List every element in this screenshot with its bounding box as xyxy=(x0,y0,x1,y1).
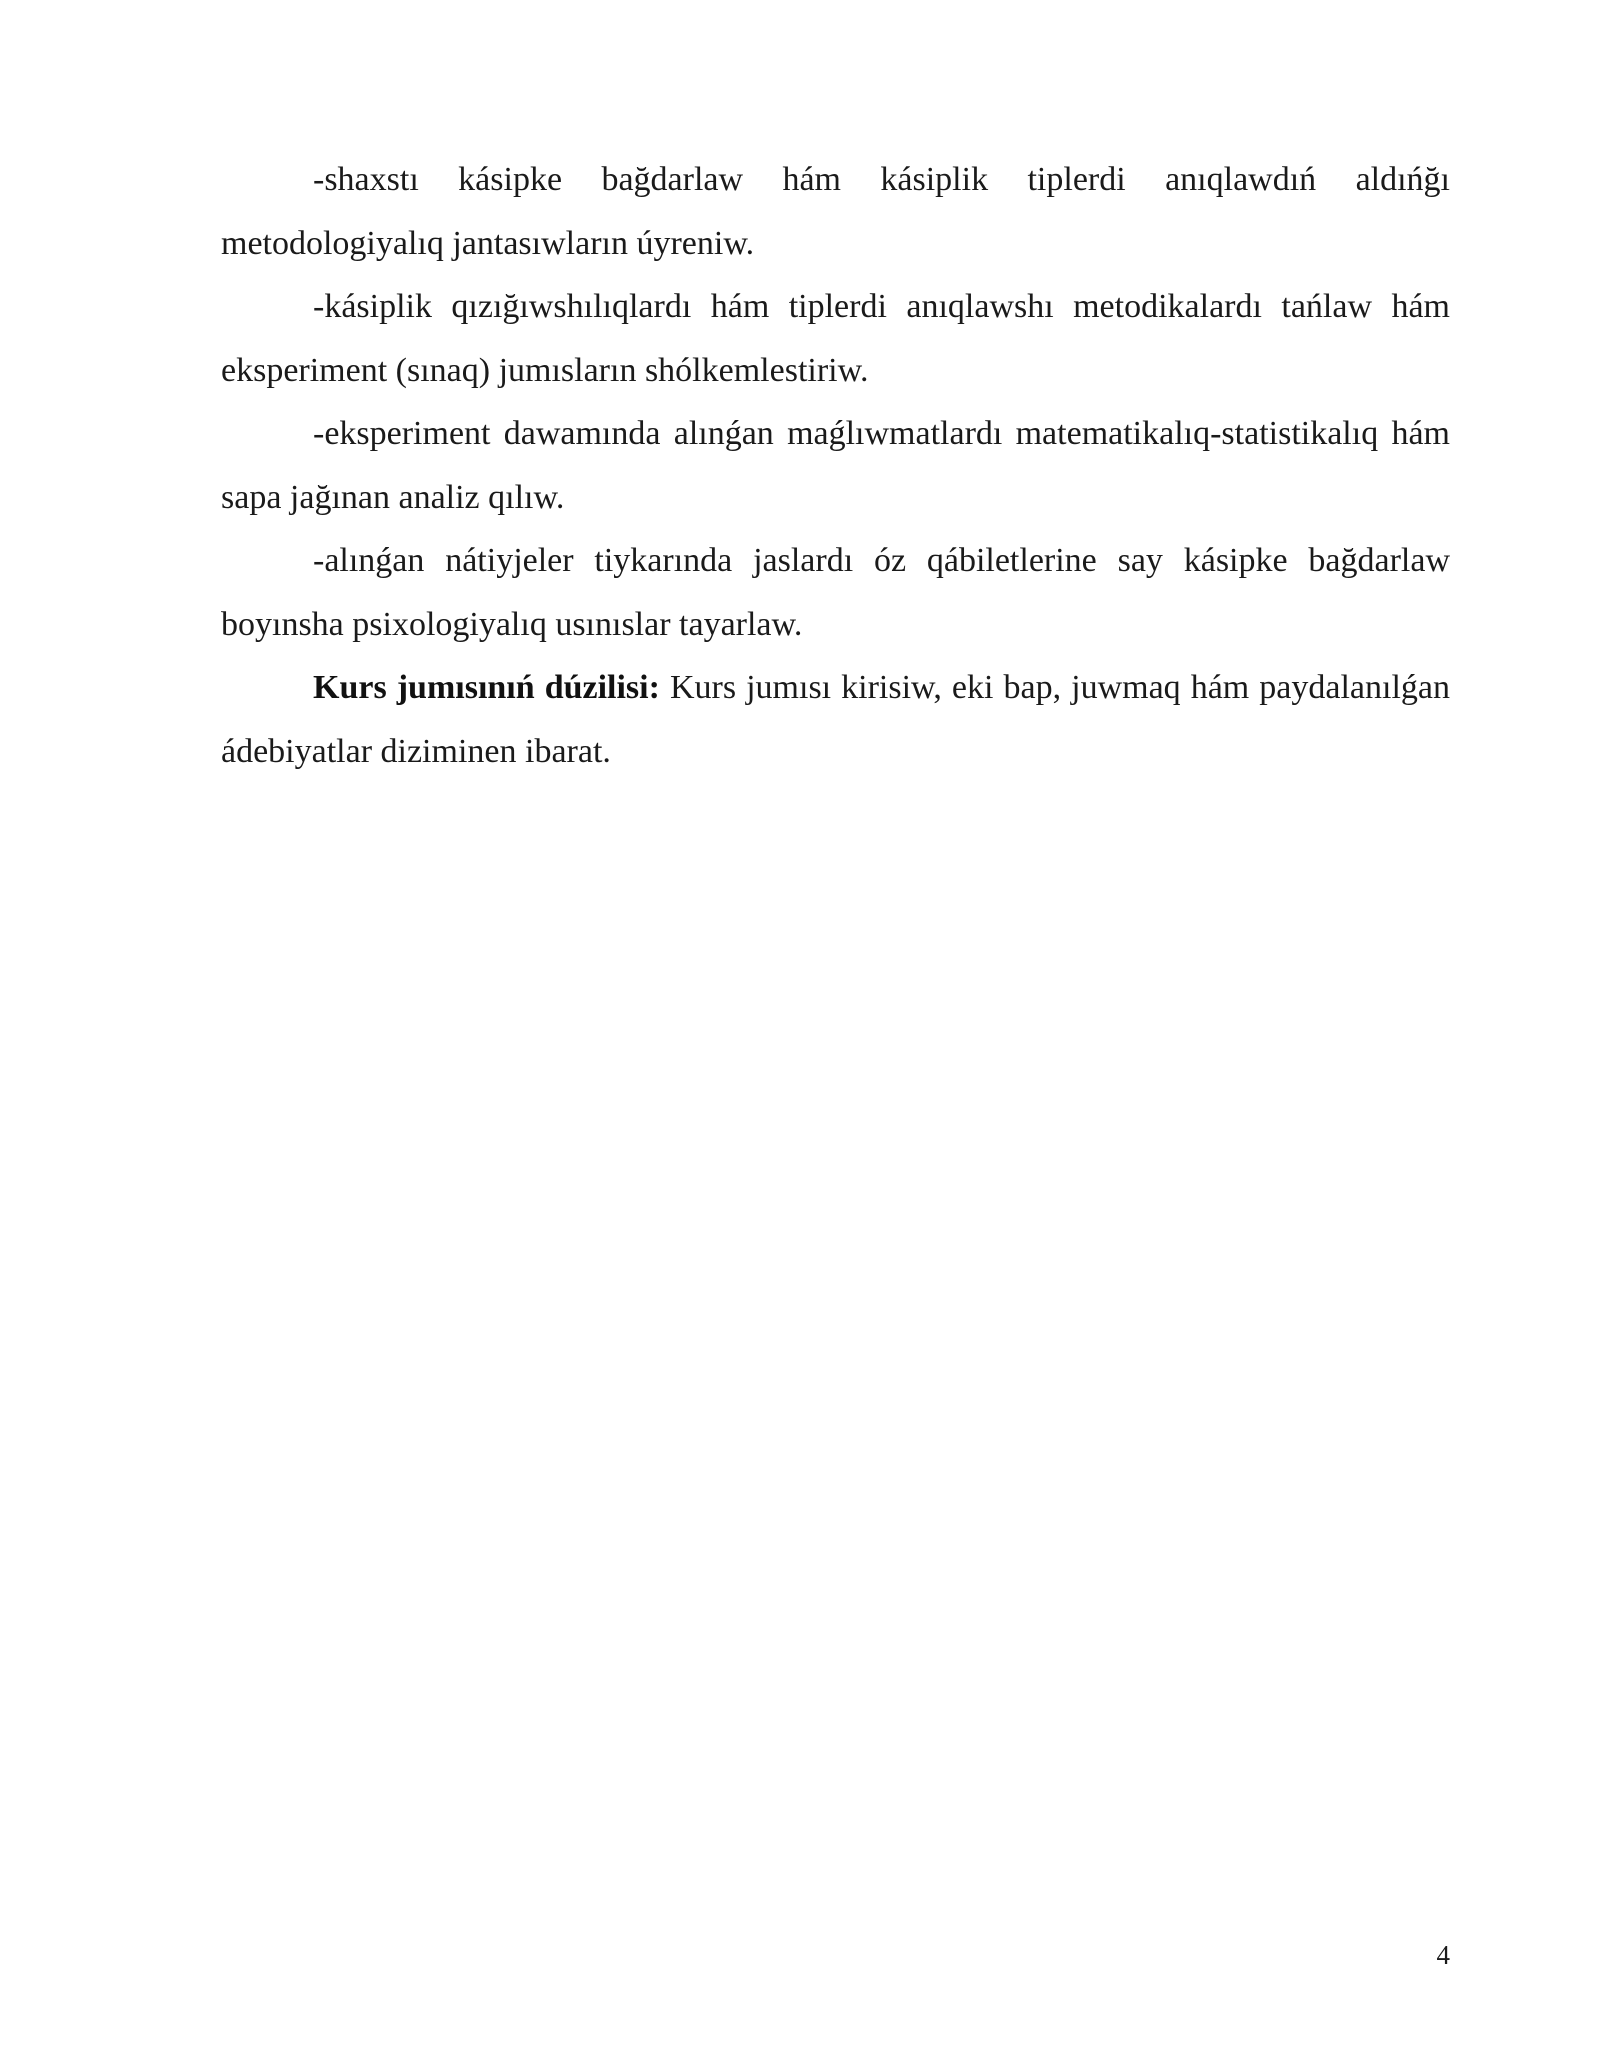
document-body xyxy=(221,148,1450,783)
paragraph-aim-3: -eksperiment dawamında alınǵan maǵlıwmatlardı matematikalıq-statistikalıq hám sapa jağınan analiz qılıw. xyxy=(221,415,1450,516)
paragraph-aim-1: -shaxstı kásipke bağdarlaw hám kásiplik tiplerdi anıqlawdıń aldıńğı metodologiyalıq jantasıwların úyreniw. xyxy=(221,161,1450,262)
structure-text: Kurs jumısı kirisiw, eki bap, juwmaq hám paydalanılǵan ádebiyatlar diziminen ibarat. xyxy=(221,669,1450,770)
structure-label: Kurs jumısınıń dúzilisi: xyxy=(313,669,660,706)
page-number: 4 xyxy=(1436,1940,1450,1970)
paragraph-aim-2: -kásiplik qızığıwshılıqlardı hám tiplerdi anıqlawshı metodikalardı tańlaw hám eksperiment (sınaq) jumısların shólkemlestiriw. xyxy=(221,288,1450,389)
paragraph-structure xyxy=(221,656,1450,783)
paragraph-aim-4: -alınǵan nátiyjeler tiykarında jaslardı óz qábiletlerine say kásipke bağdarlaw boyınsha psixologiyalıq usınıslar tayarlaw. xyxy=(221,542,1450,643)
